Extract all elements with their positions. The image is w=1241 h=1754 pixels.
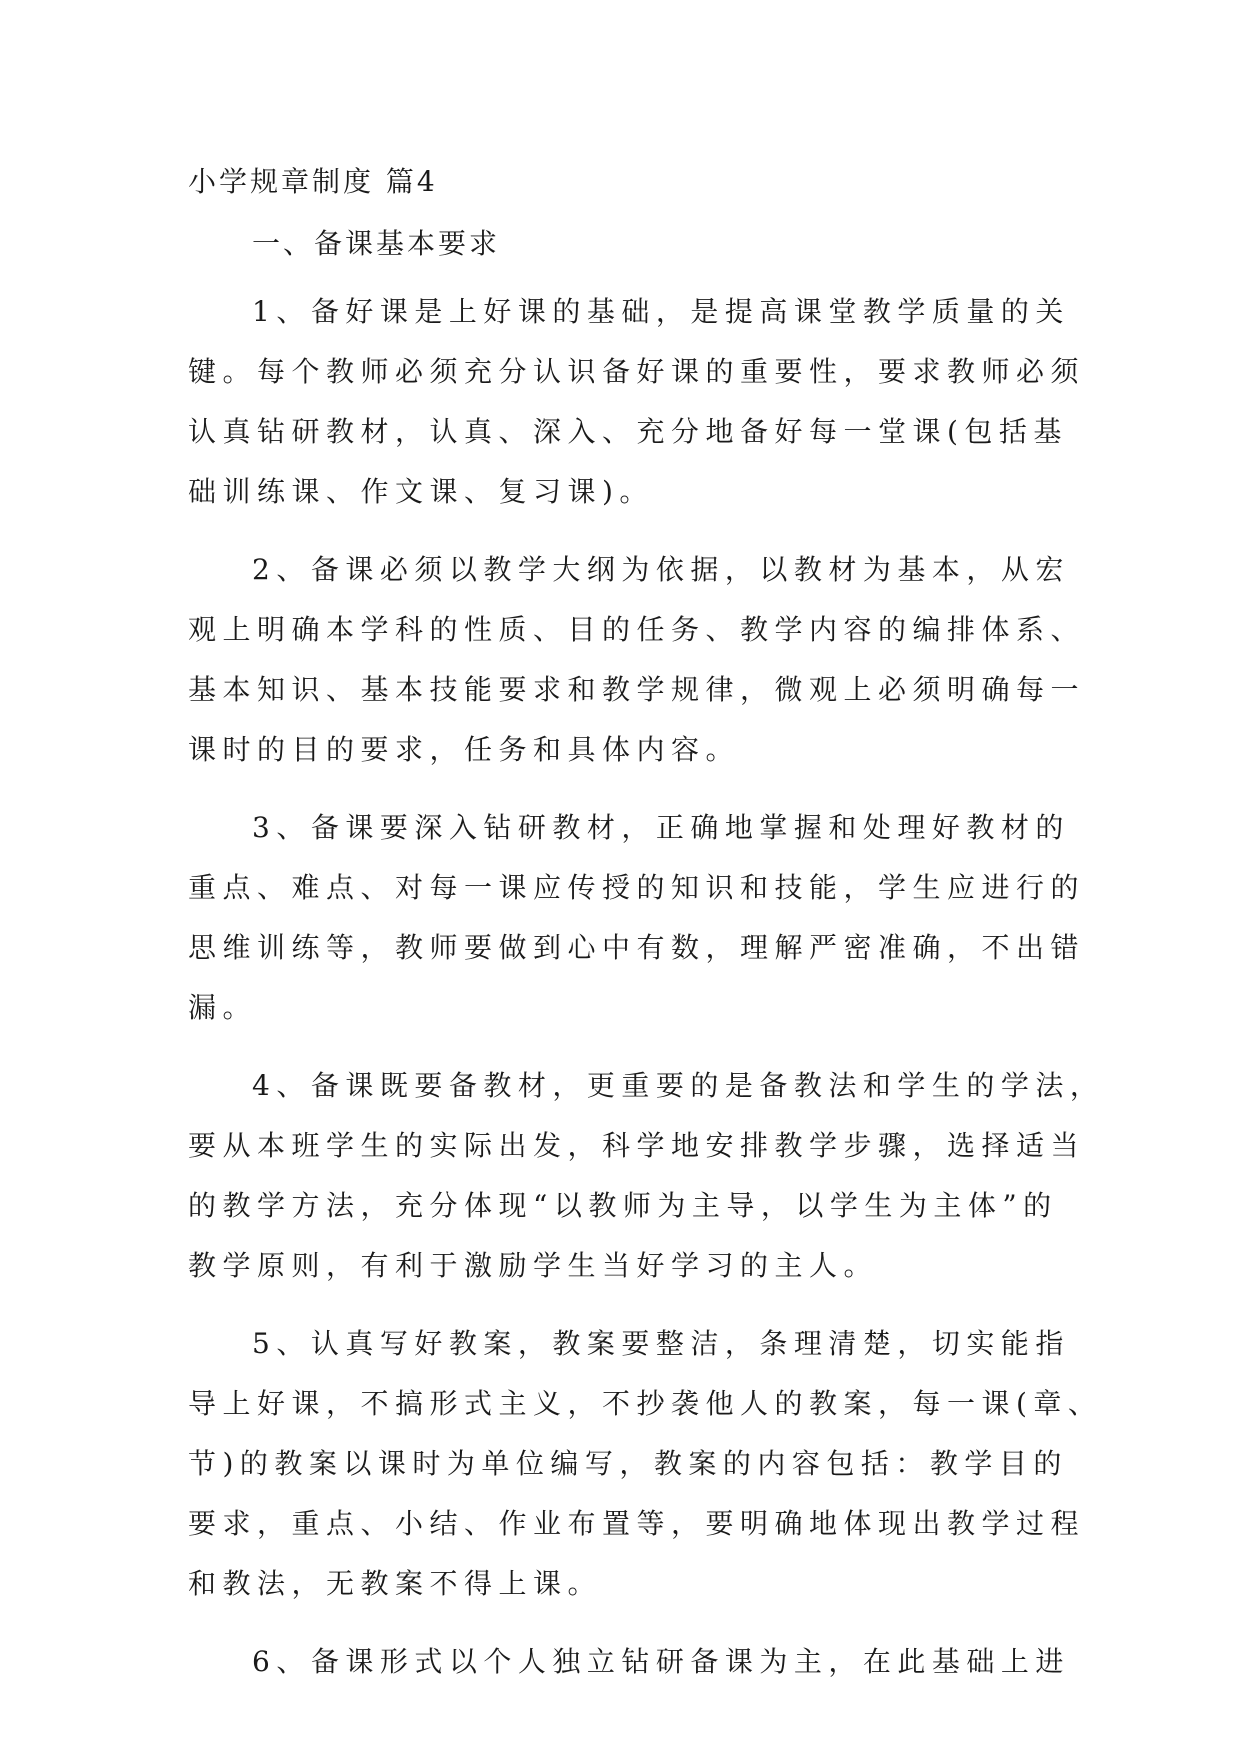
paragraph-2 [188,540,1086,780]
paragraph-line: 2、备课必须以教学大纲为依据，以教材为基本，从宏 [252,553,1070,586]
paragraph-line: 6、备课形式以个人独立钻研备课为主，在此基础上进 [252,1645,1070,1678]
paragraph-line: 导上好课，不搞形式主义，不抄袭他人的教案，每一课(章、 [188,1387,1103,1420]
paragraph-line: 重点、难点、对每一课应传授的知识和技能，学生应进行的 [188,871,1086,904]
paragraph-line: 思维训练等，教师要做到心中有数，理解严密准确，不出错 [188,931,1086,964]
paragraph-line: 课时的目的要求，任务和具体内容。 [188,733,741,766]
document-title: 小学规章制度 篇4 [188,165,438,198]
paragraph-3 [188,798,1086,1038]
paragraph-6 [188,1632,1068,1692]
paragraph-line: 要求，重点、小结、作业布置等，要明确地体现出教学过程 [188,1507,1086,1540]
paragraph-line: 的教学方法，充分体现“以教师为主导，以学生为主体”的 [188,1189,1058,1222]
paragraph-line: 观上明确本学科的性质、目的任务、教学内容的编排体系、 [188,613,1086,646]
section-heading: 一、备课基本要求 [252,227,501,260]
paragraph-line: 和教法，无教案不得上课。 [188,1567,603,1600]
paragraph-4 [188,1056,1105,1296]
paragraph-line: 节)的教案以课时为单位编写，教案的内容包括：教学目的 [188,1447,1068,1480]
paragraph-line: 认真钻研教材，认真、深入、充分地备好每一堂课(包括基 [188,415,1068,448]
paragraph-line: 漏。 [188,991,258,1024]
paragraph-line: 3、备课要深入钻研教材，正确地掌握和处理好教材的 [252,811,1070,844]
document-body [188,162,1105,1692]
paragraph-line: 4、备课既要备教材，更重要的是备教法和学生的学法， [252,1069,1105,1102]
paragraph-line: 教学原则，有利于激励学生当好学习的主人。 [188,1249,879,1282]
paragraph-line: 础训练课、作文课、复习课)。 [188,475,654,508]
paragraph-line: 1、备好课是上好课的基础，是提高课堂教学质量的关 [252,295,1070,328]
paragraph-line: 键。每个教师必须充分认识备好课的重要性，要求教师必须 [188,355,1086,388]
paragraph-line: 要从本班学生的实际出发，科学地安排教学步骤，选择适当 [188,1129,1086,1162]
paragraph-5 [188,1314,1103,1614]
paragraph-line: 基本知识、基本技能要求和教学规律，微观上必须明确每一 [188,673,1086,706]
paragraph-line: 5、认真写好教案，教案要整洁，条理清楚，切实能指 [252,1327,1070,1360]
paragraph-1 [188,282,1086,522]
